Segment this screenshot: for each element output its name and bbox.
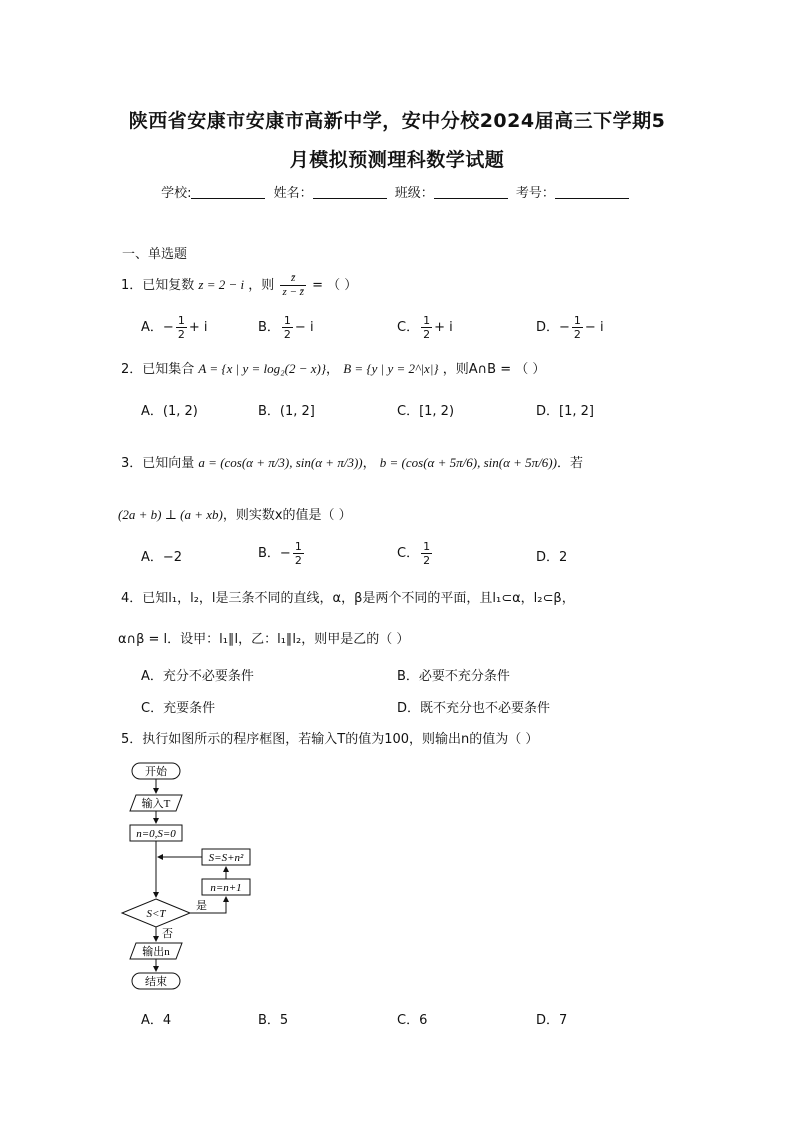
number-label: 考号：: [515, 186, 555, 201]
q1-option-d[interactable]: D．− $\frac{1}{2}$ − i: [536, 314, 604, 341]
question-3-line2: (2a + b) ⊥ (a + xb)，则实数x的值是（ ）: [118, 507, 352, 523]
q1-lead: 1．已知复数: [121, 278, 195, 293]
q5-option-d[interactable]: D．7: [536, 1013, 568, 1028]
q1-mid: ，则: [248, 278, 275, 293]
q4-option-b[interactable]: B．必要不充分条件: [397, 669, 510, 684]
q2-option-d[interactable]: D．[1, 2]: [536, 404, 594, 419]
question-1: [121, 272, 357, 299]
flow-end-text: 结束: [145, 976, 167, 988]
q1-fraction: [280, 272, 305, 299]
school-label: 学校:: [161, 186, 192, 201]
question-5: 5．执行如图所示的程序框图，若输入T的值为100，则输出n的值为（ ）: [121, 732, 539, 747]
q3-option-b[interactable]: B．− $\frac{1}{2}$: [258, 540, 302, 567]
flow-start-text: 开始: [145, 766, 167, 778]
q1-given: z = 2 − i: [198, 277, 245, 292]
q2-option-a[interactable]: A．(1, 2): [141, 404, 198, 419]
program-flowchart: [118, 757, 258, 997]
school-blank[interactable]: [191, 186, 265, 199]
q4-option-d[interactable]: D．既不充分也不必要条件: [397, 701, 551, 716]
q1-denominator: z − z̄: [282, 286, 304, 298]
q1-numerator: z̄: [280, 272, 305, 286]
q5-option-a[interactable]: A．4: [141, 1013, 172, 1028]
q3-option-a[interactable]: A．−2: [141, 550, 183, 565]
flow-output-text: 输出n: [142, 946, 170, 958]
q3-vector-b: b = (cos(α + 5π/6), sin(α + 5π/6)): [379, 455, 557, 470]
flow-no-label: 否: [162, 928, 173, 940]
class-blank[interactable]: [434, 186, 508, 199]
number-blank[interactable]: [555, 186, 629, 199]
question-4-line1: 4．已知l₁，l₂，l是三条不同的直线，α，β是两个不同的平面，且l₁⊂α，l₂⊂β，: [121, 591, 575, 606]
student-info-line: [0, 182, 794, 201]
q5-option-b[interactable]: B．5: [258, 1013, 289, 1028]
q1-option-b[interactable]: B． $\frac{1}{2}$ − i: [258, 314, 314, 341]
flow-update-n-text: n=n+1: [210, 882, 242, 894]
exam-title-line1: 陕西省安康市安康市高新中学，安中分校2024届高三下学期5: [128, 110, 666, 132]
q3-vector-a: a = (cos(α + π/3), sin(α + π/3)): [198, 455, 363, 470]
question-2: 2．已知集合 A = {x | y = log₂(2 − x)}， B = {y | y = 2^|x|} ，则A∩B = （ ）: [121, 361, 546, 377]
q2-set-b: B = {y | y = 2^|x|}: [343, 361, 439, 376]
q1-option-c[interactable]: C． $\frac{1}{2}$ + i: [397, 314, 453, 341]
q2-option-b[interactable]: B．(1, 2]: [258, 404, 315, 419]
flow-init-text: n=0,S=0: [136, 828, 176, 840]
q4-option-a[interactable]: A．充分不必要条件: [141, 669, 254, 684]
q2-set-a: A = {x | y = log₂(2 − x)}: [198, 361, 327, 376]
q3-option-c[interactable]: C． $\frac{1}{2}$: [397, 540, 431, 567]
q1-tail: = （ ）: [312, 278, 358, 293]
exam-title-line2: 月模拟预测理科数学试题: [289, 149, 505, 171]
name-label: 姓名：: [273, 186, 313, 201]
q3-condition: (2a + b) ⊥ (a + xb): [118, 507, 223, 522]
class-label: 班级：: [394, 186, 434, 201]
flow-update-s-text: S=S+n²: [208, 852, 244, 864]
q1-option-a[interactable]: A．− $\frac{1}{2}$ + i: [141, 314, 208, 341]
q5-option-c[interactable]: C．6: [397, 1013, 428, 1028]
question-4-line2: α∩β = l．设甲：l₁∥l，乙：l₁∥l₂，则甲是乙的（ ）: [118, 632, 410, 647]
name-blank[interactable]: [313, 186, 387, 199]
q2-option-c[interactable]: C．[1, 2): [397, 404, 455, 419]
question-3: 3．已知向量 a = (cos(α + π/3), sin(α + π/3))， b = (cos(α + 5π/6), sin(α + 5π/6))．若: [121, 455, 583, 471]
section-heading: 一、单选题: [122, 247, 188, 262]
q3-option-d[interactable]: D．2: [536, 550, 568, 565]
flow-yes-label: 是: [196, 900, 207, 912]
q4-option-c[interactable]: C．充要条件: [141, 701, 216, 716]
flow-input-text: 输入T: [141, 798, 171, 810]
flow-condition-text: S<T: [146, 908, 166, 920]
